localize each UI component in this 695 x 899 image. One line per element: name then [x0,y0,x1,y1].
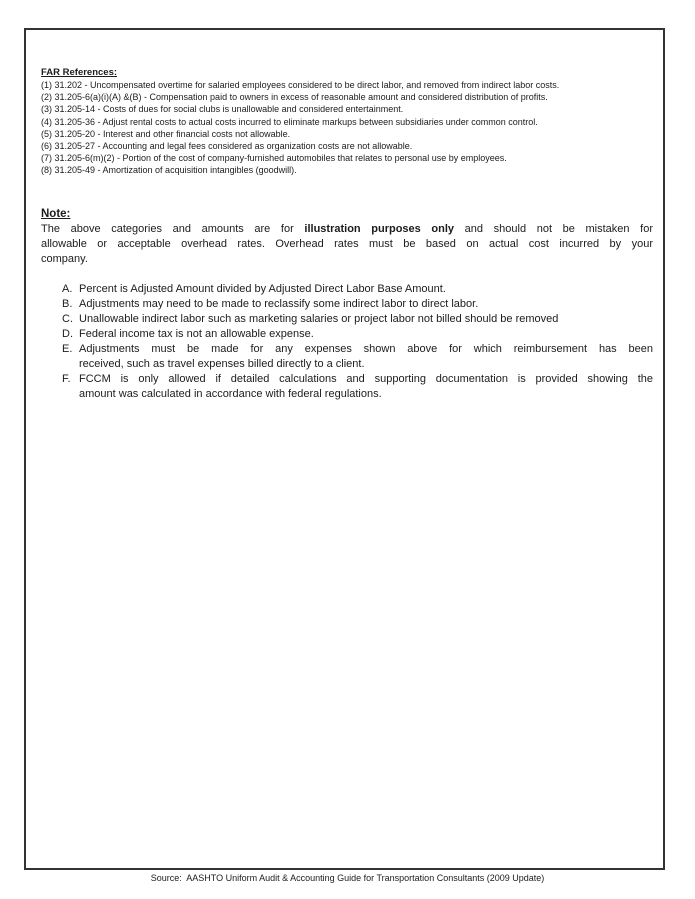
list-item-marker [62,357,79,372]
list-item-text: Adjustments may need to be made to reclassify some indirect labor to direct labor. [79,297,479,310]
list-item-text: Unallowable indirect labor such as marketing salaries or project labor not billed should be removed [79,312,559,325]
list-item-text: Adjustments must be made for any expenses shown above for which reimbursement has been [79,342,653,355]
far-reference-item: (6) 31.205-27 - Accounting and legal fees considered as organization costs are not allowable. [41,141,413,152]
note-section [41,207,653,402]
list-item-marker [62,387,79,402]
list-item-text: amount was calculated in accordance with federal regulations. [79,387,382,400]
far-references-heading: FAR References: [41,67,118,78]
list-item-marker: C. [62,312,73,325]
list-item-marker: D. [62,327,73,340]
list-item [41,342,653,357]
note-paragraph-line: allowable or acceptable overhead rates. Overhead rates must be based on actual cost incurred by your [41,237,653,250]
list-item-marker: E. [62,342,73,355]
far-references-section [41,66,653,177]
far-reference-item: (8) 31.205-49 - Amortization of acquisition intangibles (goodwill). [41,165,297,176]
page-border-box [24,28,665,870]
note-text: The above categories and amounts are for [41,222,305,235]
list-item [41,312,653,327]
list-item-continuation [41,387,653,402]
list-item-marker: F. [62,372,71,385]
list-item-marker: A. [62,282,73,295]
list-item-marker: B. [62,297,73,310]
note-text: and should not be mistaken for [454,222,653,235]
far-reference-item: (1) 31.202 - Uncompensated overtime for salaried employees considered to be direct labor, and removed from indirect labor costs. [41,80,560,90]
note-heading: Note: [41,207,71,220]
list-item-text: received, such as travel expenses billed directly to a client. [79,357,365,370]
source-footer: Source: AASHTO Uniform Audit & Accounting Guide for Transportation Consultants (2009 Update) [150,873,545,883]
list-item [41,282,653,297]
list-item-text: Percent is Adjusted Amount divided by Adjusted Direct Labor Base Amount. [79,282,446,295]
far-reference-item: (7) 31.205-6(m)(2) - Portion of the cost of company-furnished automobiles that relates to personal use by employees. [41,153,507,164]
list-item-text: FCCM is only allowed if detailed calculations and supporting documentation is provided showing the [79,372,653,385]
list-item-text: Federal income tax is not an allowable expense. [79,327,314,340]
far-reference-item: (2) 31.205-6(a)(i)(A) &(B) - Compensation paid to owners in excess of reasonable amount and considered distribution of profits. [41,92,548,103]
note-paragraph [41,222,653,267]
page-content [41,66,653,402]
list-item [41,297,653,312]
note-paragraph-line: company. [41,252,88,265]
list-item-continuation [41,357,653,372]
far-reference-item: (3) 31.205-14 - Costs of dues for social clubs is unallowable and considered entertainment. [41,104,404,115]
note-paragraph-line [41,222,653,237]
note-text-emphasis: illustration purposes only [304,222,455,235]
list-item [41,372,653,387]
far-reference-item: (4) 31.205-36 - Adjust rental costs to actual costs incurred to eliminate markups between subsidiaries under common control. [41,116,538,127]
far-reference-item: (5) 31.205-20 - Interest and other financial costs not allowable. [41,128,291,139]
list-item [41,327,653,342]
note-lettered-list [41,282,653,402]
